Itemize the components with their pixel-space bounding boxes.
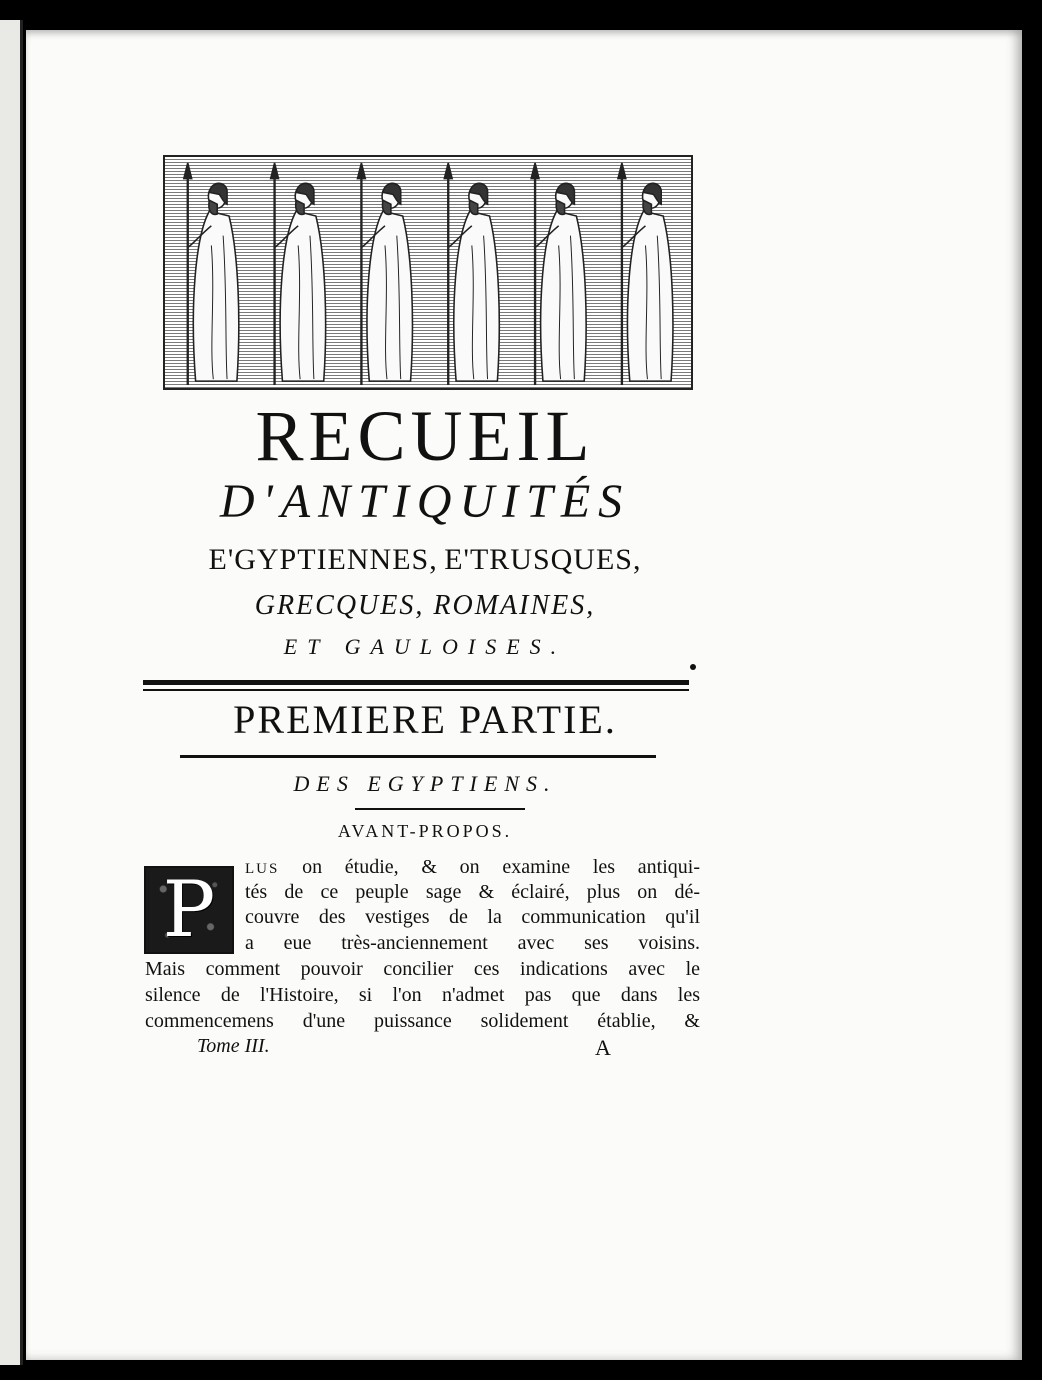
volume-footer: Tome III. (197, 1035, 270, 1057)
double-rule-thick (143, 680, 689, 685)
spear-tip (271, 163, 279, 179)
subtitle: D'ANTIQUITÉS (219, 475, 631, 528)
spear-bearer-figure (184, 163, 239, 385)
ornamental-drop-cap (144, 866, 234, 954)
body-line-7: commencemens d'une puissance solidement établie, & (145, 1010, 700, 1032)
body-line-3: couvre des vestiges de la communication qu'il (245, 906, 700, 928)
body-line-4: a eue très-anciennement avec ses voisins. (245, 932, 700, 954)
ink-dot (690, 664, 696, 670)
spear-tip (531, 163, 539, 179)
title-line-4: GRECQUES, ROMAINES, (254, 590, 596, 621)
main-title: RECUEIL (255, 396, 595, 476)
spear-tip (357, 163, 365, 179)
frieze-figures (165, 157, 691, 388)
lead-small-caps: LUS (245, 861, 280, 877)
spear-bearer-figure (618, 163, 673, 385)
body-line-1 (245, 857, 700, 877)
book-spine-edge (0, 20, 23, 1365)
section-heading: DES EGYPTIENS. (293, 771, 557, 796)
section-rule (355, 808, 525, 810)
spear-bearer-figure (444, 163, 499, 385)
spear-tip (618, 163, 626, 179)
body-line-6: silence de l'Histoire, si l'on n'admet pas que dans les (145, 984, 700, 1006)
spear-bearer-figure (531, 163, 586, 385)
body-line-5: Mais comment pouvoir concilier ces indications avec le (145, 958, 700, 980)
spear-bearer-figure (357, 163, 412, 385)
spear-tip (184, 163, 192, 179)
engraved-frieze-illustration (163, 155, 693, 390)
drop-cap-letter: P (162, 865, 216, 955)
title-line-3: E'GYPTIENNES, E'TRUSQUES, (208, 543, 642, 576)
spear-tip (444, 163, 452, 179)
part-heading: PREMIERE PARTIE. (233, 697, 617, 742)
body-line-2: tés de ce peuple sage & éclairé, plus on dé- (245, 881, 700, 903)
part-rule (180, 755, 656, 758)
signature-mark: A (595, 1035, 611, 1060)
foreword-heading: AVANT-PROPOS. (337, 821, 513, 841)
body-line-1-text: on étudie, & on examine les antiqui- (279, 856, 700, 878)
spear-bearer-figure (271, 163, 326, 385)
double-rule-thin (143, 689, 689, 691)
title-line-5: ET GAULOISES. (283, 634, 567, 659)
